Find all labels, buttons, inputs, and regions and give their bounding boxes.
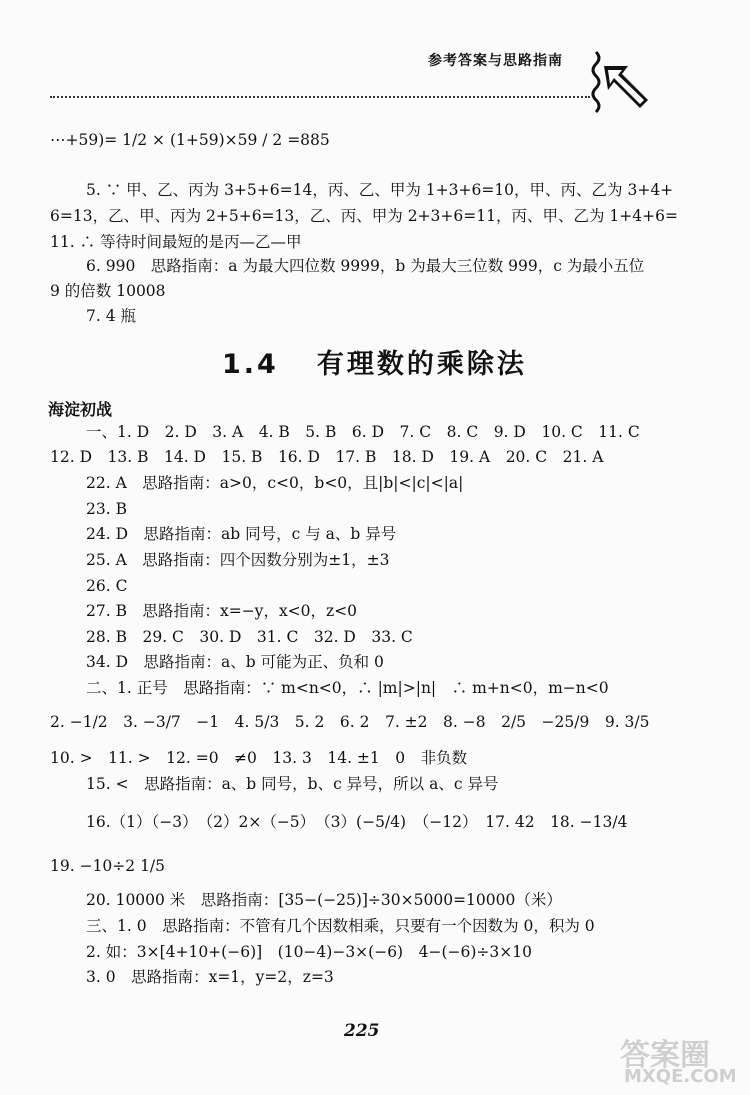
answer-line: 5. ∵ 甲、乙、丙为 3+5+6=14，丙、乙、甲为 1+3+6=10，甲、丙、乙为 3+4+: [86, 181, 674, 199]
answer-line: 28. B 29. C 30. D 31. C 32. D 33. C: [86, 628, 413, 646]
answer-line: 2. 如：3×[4+10+(−6)] (10−4)−3×(−6) 4−(−6)÷3×10: [86, 943, 532, 961]
answer-line: 6. 990 思路指南：a 为最大四位数 9999，b 为最大三位数 999，c 为最小五位: [86, 257, 645, 275]
answer-line: 23. B: [86, 500, 127, 518]
section-heading: 有理数的乘除法: [316, 349, 527, 380]
answer-line: 34. D 思路指南：a、b 可能为正、负和 0: [86, 653, 384, 671]
answer-line: ⋯+59)= 1/2 × (1+59)×59 / 2 =885: [50, 131, 330, 149]
answer-line: 16.（1）（−3） （2）2×（−5） （3）(−5/4) （−12） 17. 42 18. −13/4: [86, 813, 628, 831]
answer-line: 22. A 思路指南：a>0，c<0，b<0，且|b|<|c|<|a|: [86, 474, 464, 492]
answer-line: 10. > 11. > 12. =0 ≠0 13. 3 14. ±1 0 非负数: [50, 749, 468, 767]
answer-line: 9 的倍数 10008: [50, 282, 166, 300]
answer-line: 7. 4 瓶: [86, 307, 137, 325]
watermark-logo: [620, 1030, 738, 1086]
answer-line: 三、1. 0 思路指南：不管有几个因数相乘，只要有一个因数为 0，积为 0: [86, 917, 595, 935]
answer-line: 20. 10000 米 思路指南：[35−(−25)]÷30×5000=10000（米）: [86, 891, 562, 909]
answer-line: 26. C: [86, 577, 128, 595]
answer-line: 19. −10÷2 1/5: [50, 857, 166, 875]
answer-line: 一、1. D 2. D 3. A 4. B 5. B 6. D 7. C 8. C 9. D 10. C 11. C: [86, 423, 640, 441]
page-number: 225: [344, 1021, 380, 1041]
watermark-text: 答案圈: [620, 1038, 710, 1073]
running-header: 参考答案与思路指南: [428, 53, 563, 69]
answer-line: 27. B 思路指南：x=−y，x<0，z<0: [86, 602, 358, 620]
answer-line: 11. ∴ 等待时间最短的是丙—乙—甲: [50, 233, 302, 251]
answer-line: 二、1. 正号 思路指南：∵ m<n<0，∴ |m|>|n| ∴ m+n<0，m−n<0: [86, 679, 609, 697]
section-title: [222, 342, 527, 381]
subsection-heading: 海淀初战: [48, 400, 113, 419]
watermark-url: MXQE.COM: [624, 1066, 737, 1087]
answer-line: 15. < 思路指南：a、b 同号，b、c 异号，所以 a、c 异号: [86, 775, 499, 793]
answer-line: 12. D 13. B 14. D 15. B 16. D 17. B 18. D 19. A 20. C 21. A: [50, 448, 604, 466]
answer-line: 2. −1/2 3. −3/7 −1 4. 5/3 5. 2 6. 2 7. ±2 8. −8 2/5 −25/9 9. 3/5: [50, 713, 650, 731]
answer-line: 3. 0 思路指南：x=1，y=2，z=3: [86, 968, 334, 986]
answer-line: 24. D 思路指南：ab 同号，c 与 a、b 异号: [86, 525, 397, 543]
answer-line: 6=13，乙、甲、丙为 2+5+6=13，乙、丙、甲为 2+3+6=11，丙、甲、乙为 1+4+6=: [50, 207, 678, 225]
section-number: 1.4: [222, 349, 279, 380]
answer-line: 25. A 思路指南：四个因数分别为±1，±3: [86, 551, 390, 569]
